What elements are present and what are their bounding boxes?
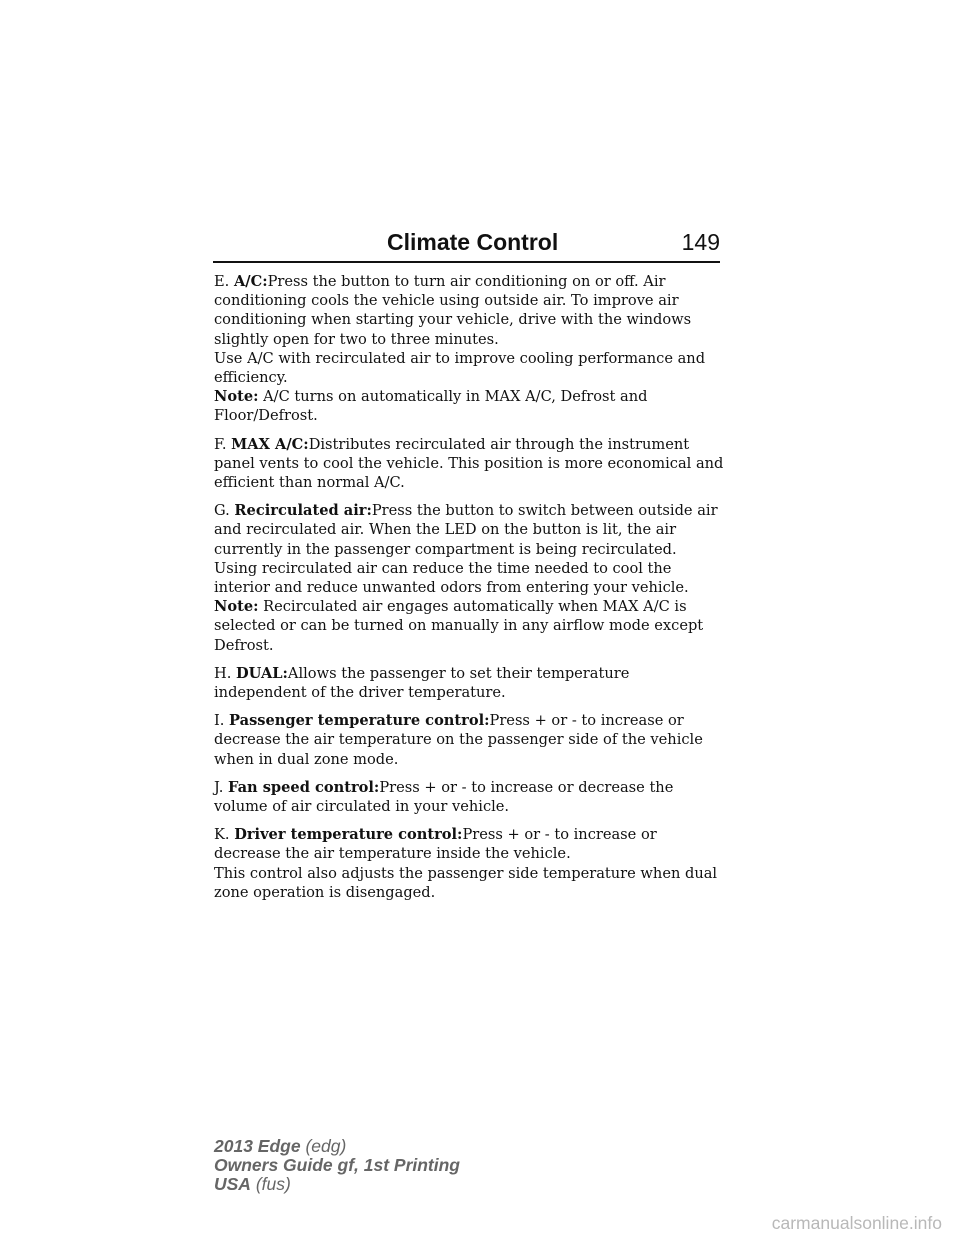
item-term: Passenger temperature control: [229,712,490,730]
item-a-c [214,272,724,426]
item-description: Press the button to turn air conditioning on or off. Air conditioning cools the vehicle using outside air. To improve air conditioning when starting your vehicle, drive with the windows slightly open for two to three minutes. [214,273,692,348]
item-recirculated-air [214,501,724,655]
body-text [214,272,724,911]
item-description: Press + or - to increase or decrease the air temperature inside the vehicle. [214,826,657,863]
footer-guide: Owners Guide gf, 1st Printing [214,1155,460,1175]
item-description: Distributes recirculated air through the instrument panel vents to cool the vehicle. This position is more economical and efficient than normal A/C. [214,435,724,492]
note-label: Note: [214,598,259,616]
item-term: Fan speed control: [228,778,380,796]
item-term: A/C: [233,273,268,290]
item-term: Recirculated air: [234,502,372,520]
footer-market-code: (fus) [255,1174,291,1194]
item-dual [214,664,724,702]
footer-model-code: (edg) [305,1136,347,1156]
item-description: Allows the passenger to set their temperature independent of the driver temperature. [214,664,630,702]
footer-market: USA [214,1174,251,1194]
footer-model: 2013 Edge [214,1136,301,1156]
item-letter: H. [214,664,237,682]
page-number: 149 [681,229,720,255]
note-text: Recirculated air engages automatically when MAX A/C is selected or can be turned on manually in any airflow mode except Defrost. [214,598,704,654]
item-term: DUAL: [236,664,288,682]
footer-line-market [214,1175,460,1194]
item-letter: F. [214,435,232,453]
item-fan-speed-control [214,778,724,816]
item-term: Driver temperature control: [234,826,463,844]
item-driver-temperature-control [214,825,724,902]
item-letter: G. [214,502,235,520]
watermark: carmanualsonline.info [771,1213,942,1233]
header-divider [213,261,720,263]
item-extra: This control also adjusts the passenger side temperature when dual zone operation is disengaged. [214,864,718,901]
page-title: Climate Control [387,229,559,255]
item-letter: K. [214,826,235,844]
item-description: Press + or - to increase or decrease the air temperature on the passenger side of the vehicle when in dual zone mode. [214,712,703,768]
item-max-a-c [214,435,724,493]
print-footer [214,1137,460,1194]
item-extra: Use A/C with recirculated air to improve cooling performance and efficiency. [214,349,706,387]
item-term: MAX A/C: [231,435,309,453]
item-letter: J. [214,778,228,796]
item-description: Press the button to switch between outside air and recirculated air. When the LED on the button is lit, the air currently in the passenger compartment is being recirculated. Using recirculated air can reduce the time needed to cool the interior and reduce unwanted odors from entering your vehicle. [214,502,718,597]
item-letter: I. [214,712,230,730]
item-description: Press + or - to increase or decrease the volume of air circulated in your vehicle. [214,778,674,816]
note-label: Note: [214,388,259,406]
item-passenger-temperature-control [214,711,724,769]
footer-line-model [214,1137,460,1156]
note-text: A/C turns on automatically in MAX A/C, Defrost and Floor/Defrost. [214,388,648,425]
item-letter: E. [214,273,234,290]
page-header [213,228,720,260]
